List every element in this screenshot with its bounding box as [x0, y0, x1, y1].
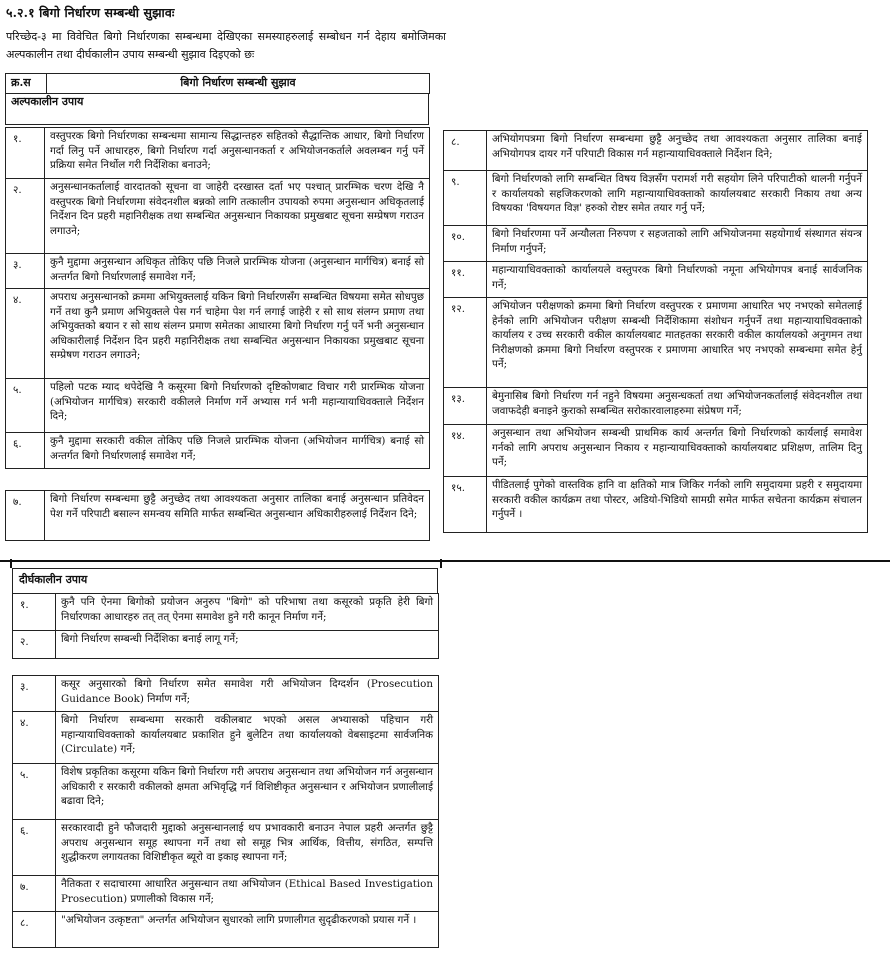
item-text: बेमुनासिब बिगो निर्धारण गर्न नहुने विषयमा अनुसन्धकर्ता तथा अभियोजनकर्तालाई संवेदनशील तथा जवाफदेही बनाइने कुराको सम्बन्धित सरोकारवालाहरुमा संप्रेषण गर्ने;: [487, 388, 868, 425]
short-term-left-list: [5, 127, 430, 469]
long-term-list-a: [12, 593, 439, 659]
item-number: १५.: [444, 477, 487, 533]
item-text: कसूर अनुसारको बिगो निर्धारण समेत समावेश गरी अभियोजन दिग्दर्शन (Prosecution Guidance Book) निर्माण गर्ने;: [56, 676, 439, 712]
table-row: [13, 594, 439, 631]
item-text: बिगो निर्धारणको लागि सम्बन्धित विषय विज्ञसँग परामर्श गरी सहयोग लिने परिपाटीको थालनी गर्नुपर्ने र कार्यालयको सहजिकरणको लागि महान्यायाधिवक्ताको कार्यालयबाट सरकारी निकाय तथा अन्य विषयका 'विषयगत विज्ञ' हरुको रोष्टर समेत तयार गर्नु पर्ने;: [487, 171, 868, 226]
item-number: १.: [6, 128, 45, 179]
header-serial: क्र.स: [6, 74, 47, 94]
item-number: ८.: [13, 912, 56, 948]
item-number: २.: [13, 631, 56, 659]
item-number: ५.: [13, 764, 56, 820]
table-row: [444, 171, 868, 226]
item-number: ४.: [6, 289, 45, 379]
item-text: अभियोजन परीक्षणको क्रममा बिगो निर्धारण वस्तुपरक र प्रमाणमा आधारित भए नभएको समेतलाई हेर्नको लागि अभियोजन परीक्षण सम्बन्धी निर्देशिकामा संशोधन गर्नुपर्ने तथा महान्यायाधिवक्ताको कार्यालय र उच्च सरकारी वकील कार्यालयबाट मातहतका सरकारी वकील कार्यालयको अनुगमन तथा निरीक्षणको क्रममा बिगो निर्धारण वस्तुपरक र प्रमाणमा आधारित भए नभएको सम्बन्धमा समेत हेर्नु पर्ने;: [487, 298, 868, 388]
table-row: [13, 912, 439, 948]
item-text: अभियोगपत्रमा बिगो निर्धारण सम्बन्धमा छुट्टै अनुच्छेद तथा आवश्यकता अनुसार तालिका बनाई अभियोगपत्र दायर गर्ने परिपाटी विकास गर्न महान्यायाधिवक्ताले निर्देशन दिने;: [487, 131, 868, 171]
item-number: ७.: [13, 876, 56, 912]
table-row: [13, 764, 439, 820]
table-row: [444, 226, 868, 262]
item-number: ४.: [13, 712, 56, 764]
header-title: बिगो निर्धारण सम्बन्धी सुझाव: [47, 74, 430, 94]
item-text: बिगो निर्धारणमा पर्ने अन्यौलता निरुपण र सहजताको लागि अभियोजनमा सहयोगार्थ संस्थागत संयन्त्र निर्माण गर्नुपर्ने;: [487, 226, 868, 262]
item-number: २.: [6, 179, 45, 254]
item-number: ८.: [444, 131, 487, 171]
item-text: महान्यायाधिवक्ताको कार्यालयले वस्तुपरक बिगो निर्धारणको नमूना अभियोगपत्र बनाई सार्वजनिक गर्ने;: [487, 262, 868, 298]
table-row: [6, 128, 430, 179]
table-row: [6, 433, 430, 469]
table-row: [13, 820, 439, 876]
item-text: पहिलो पटक म्याद थपेदेखि नै कसूरमा बिगो निर्धारणको दृष्टिकोणबाट विचार गरी प्रारम्भिक योजना (अभियोजन मार्गचित्र) सरकारी वकीलले निर्माण गर्ने अभ्यास गर्न भनी महान्यायाधिवक्ताले निर्देशन दिने;: [45, 379, 430, 433]
long-term-list-b: [12, 675, 439, 948]
item-number: १.: [13, 594, 56, 631]
table-row: [6, 179, 430, 254]
short-term-table: [5, 73, 430, 94]
section-divider: [0, 560, 890, 562]
table-header-row: [6, 74, 430, 94]
item-number: ३.: [6, 254, 45, 289]
item-number: ६.: [13, 820, 56, 876]
item-text: कुनै पनि ऐनमा बिगोको प्रयोजन अनुरुप "बिगो" को परिभाषा तथा कसूरको प्रकृति हेरी बिगो निर्धारणका आधारहरु तत् तत् ऐनमा समावेश हुने गरी कानून निर्माण गर्ने;: [56, 594, 439, 631]
item-text: बिगो निर्धारण सम्बन्धमा सरकारी वकीलबाट भएको असल अभ्यासको पहिचान गरी महान्यायाधिवक्ताको कार्यालयबाट प्रकाशित हुने बुलेटिन तथा कार्यालयको वेबसाइटमा सार्वजनिक (Circulate) गर्ने;: [56, 712, 439, 764]
table-row: [13, 676, 439, 712]
item-text: कुनै मुद्दामा सरकारी वकील तोकिए पछि निजले प्रारम्भिक योजना (अभियोजन मार्गचित्र) बनाई सो अन्तर्गत बिगो निर्धारणलाई समावेश गर्ने;: [45, 433, 430, 469]
divider-tick: [440, 559, 442, 568]
long-term-title: दीर्घकालीन उपाय: [19, 573, 88, 586]
short-term-right-list: [443, 130, 868, 533]
item-text: बिगो निर्धारण सम्बन्धमा छुट्टै अनुच्छेद तथा आवश्यकता अनुसार तालिका बनाई अनुसन्धान प्रतिवेदन पेश गर्ने परिपाटी बसाल्न समन्वय समिति मार्फत सम्बन्धित अनुसन्धान अधिकारीहरुलाई निर्देशन दिने;: [45, 491, 430, 541]
table-row: [444, 388, 868, 425]
item-text: पीडितलाई पुगेको वास्तविक हानि वा क्षतिको मात्र जिकिर गर्नको लागि समुदायमा प्रहरी र समुदायमा सरकारी वकील कार्यक्रम तथा पोस्टर, अडियो-भिडियो सामग्री समेत मार्फत सचेतना कार्यक्रम संचालन गर्नुपर्ने ।: [487, 477, 868, 533]
item-text: नैतिकता र सदाचारमा आधारित अनुसन्धान तथा अभियोजन (Ethical Based Investigation Prosecution) प्रणालीको विकास गर्ने;: [56, 876, 439, 912]
item-number: १३.: [444, 388, 487, 425]
item-text: वस्तुपरक बिगो निर्धारणका सम्बन्धमा सामान्य सिद्धान्तहरु सहितको सैद्धान्तिक आधार, बिगो निर्धारण गर्दा लिनु पर्ने आधारहरु, बिगो निर्धारण गर्दा अनुसन्धानकर्ता र अभियोजनकर्ताले अवलम्बन गर्नु पर्ने प्रक्रिया समेत निर्थोल गरी निर्देशिका बनाउने;: [45, 128, 430, 179]
item-text: अपराध अनुसन्धानको क्रममा अभियुक्तलाई यकिन बिगो निर्धारणसँग सम्बन्धित विषयमा समेत सोधपुछ गर्ने तथा कुनै प्रमाण अभियुक्तले पेस गर्न चाहेमा पेश गर्न लगाई जाहेरी र सो साथ संलग्न प्रमाण तथा अभियुक्तको बयान र सो साथ संलग्न प्रमाण समेतका आधारमा बिगो निर्धारण गर्नु पर्ने भनी अनुसन्धान अधिकारीलाई निर्देशन दिन प्रहरी महानिरीक्षक तथा सम्बन्धित अनुसन्धान निकायका प्रमुखबाट सूचना सम्प्रेषण गराउन लगाउने;: [45, 289, 430, 379]
item-text: सरकारवादी हुने फौजदारी मुद्दाको अनुसन्धानलाई थप प्रभावकारी बनाउन नेपाल प्रहरी अन्तर्गत छुट्टै अपराध अनुसन्धान समूह स्थापना गर्ने तथा सो समूह भित्र आर्थिक, वित्तीय, संगठित, सम्पत्ति शुद्धीकरण लगायतका विशिष्टीकृत ब्यूरो वा इकाइ स्थापना गर्ने;: [56, 820, 439, 876]
divider-tick: [10, 559, 12, 568]
item-number: ११.: [444, 262, 487, 298]
table-row: [444, 262, 868, 298]
long-term-section-box: [12, 568, 438, 594]
table-row: [6, 289, 430, 379]
item-number: १२.: [444, 298, 487, 388]
section-heading: ५.२.१ बिगो निर्धारण सम्बन्धी सुझावः: [6, 5, 175, 20]
table-row: [444, 131, 868, 171]
table-row: [13, 712, 439, 764]
item-text: "अभियोजन उत्कृष्टता" अन्तर्गत अभियोजन सुधारको लागि प्रणालीगत सुदृढीकरणको प्रयास गर्ने ।: [56, 912, 439, 948]
table-row: [444, 298, 868, 388]
item-number: ९.: [444, 171, 487, 226]
item-number: ३.: [13, 676, 56, 712]
table-row: [13, 876, 439, 912]
item-text: बिगो निर्धारण सम्बन्धी निर्देशिका बनाई लागू गर्ने;: [56, 631, 439, 659]
table-row: [6, 379, 430, 433]
short-term-item-7: [5, 490, 430, 541]
item-text: अनुसन्धान तथा अभियोजन सम्बन्धी प्राथमिक कार्य अन्तर्गत बिगो निर्धारणको कार्यलाई समावेश गर्नको लागि अपराध अनुसन्धान निकाय र महान्यायाधिवक्ताको कार्यालयबाट प्रशिक्षण, तालिम दिनु पर्ने;: [487, 425, 868, 477]
table-row: [6, 491, 430, 541]
item-number: ५.: [6, 379, 45, 433]
item-number: १४.: [444, 425, 487, 477]
short-term-section-box: [5, 93, 429, 125]
short-term-title: अल्पकालीन उपाय: [11, 95, 84, 108]
item-number: ७.: [6, 491, 45, 541]
table-row: [13, 631, 439, 659]
item-number: ६.: [6, 433, 45, 469]
intro-paragraph: परिच्छेद-३ मा विवेचित बिगो निर्धारणका सम्बन्धमा देखिएका समस्याहरुलाई सम्बोधन गर्न देहाय बमोजिमका अल्पकालीन तथा दीर्घकालीन उपाय सम्बन्धी सुझाव दिइएको छः: [6, 30, 446, 61]
item-text: अनुसन्धानकर्तालाई वारदातको सूचना वा जाहेरी दरखास्त दर्ता भए पश्चात् प्रारम्भिक चरण देखि नै वस्तुपरक बिगो निर्धारणमा संवेदनशील बन्नको लागि तत्कालीन उपायको रुपमा अनुसन्धान अधिकृतलाई निर्देशन दिन प्रहरी महानिरीक्षक तथा सम्बन्धित अनुसन्धान निकायका प्रमुखबाट सूचना सम्प्रेषण गराउन लगाउने;: [45, 179, 430, 254]
table-row: [444, 477, 868, 533]
item-number: १०.: [444, 226, 487, 262]
table-row: [6, 254, 430, 289]
table-row: [444, 425, 868, 477]
item-text: कुनै मुद्दामा अनुसन्धान अधिकृत तोकिए पछि निजले प्रारम्भिक योजना (अनुसन्धान मार्गचित्र) बनाई सो अन्तर्गत बिगो निर्धारणलाई समावेश गर्ने;: [45, 254, 430, 289]
item-text: विशेष प्रकृतिका कसूरमा यकिन बिगो निर्धारण गरी अपराध अनुसन्धान तथा अभियोजन गर्न अनुसन्धान अधिकारी र सरकारी वकीलको क्षमता अभिवृद्धि गर्न विशिष्टीकृत अनुसन्धान र अभियोजन प्रणालीलाई बढावा दिने;: [56, 764, 439, 820]
